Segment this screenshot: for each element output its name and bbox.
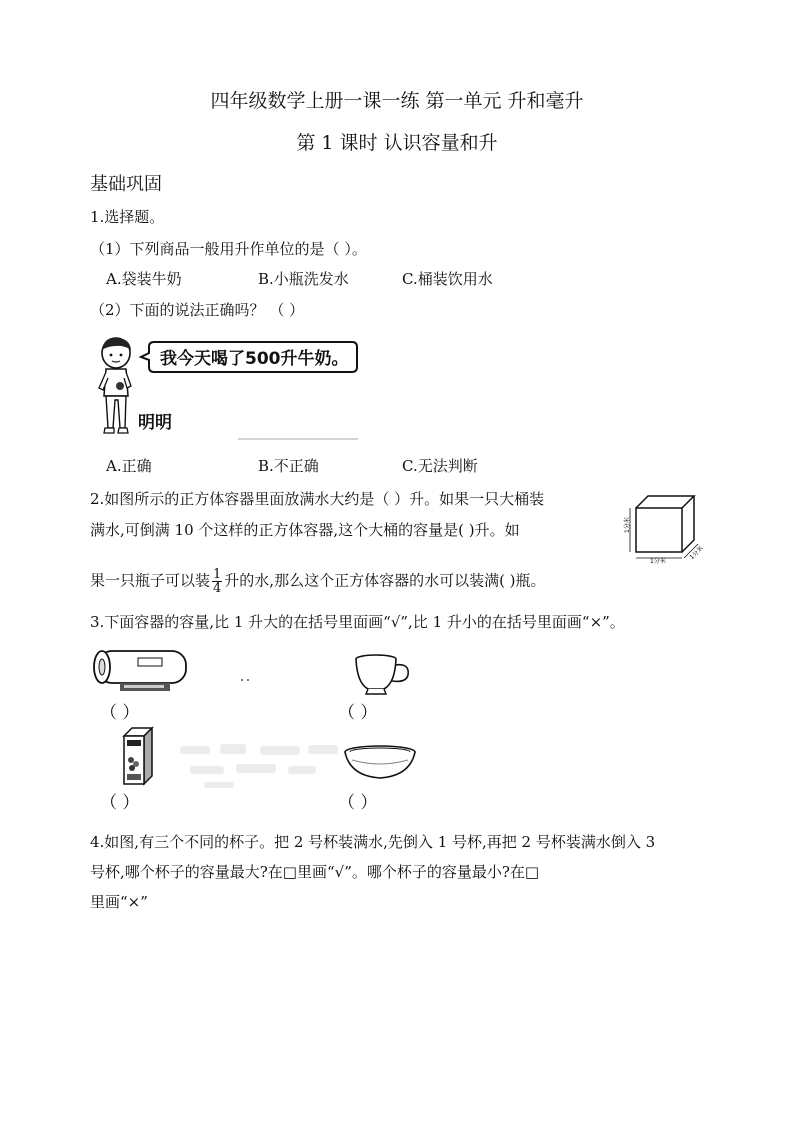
lesson-subtitle: 第 1 课时 认识容量和升 [296,132,498,154]
q3-answer-heater[interactable]: （ ） [100,703,140,723]
divider-line [238,437,358,441]
cube-width-label: 1分米 [650,558,666,565]
character-name: 明明 [138,413,172,433]
q1-part2-option-b: B.不正确 [258,457,319,475]
q4-line1: 4.如图,有三个不同的杯子。把 2 号杯装满水,先倒入 1 号杯,再把 2 号杯装满水倒入 3 [90,833,656,851]
q4-line3: 里画“×” [90,893,148,911]
stray-marks [240,678,254,682]
fraction-one-quarter: $\frac{1}{4}$ [213,567,222,596]
cube-figure [626,492,706,564]
q1-part2-option-a: A.正确 [106,457,152,475]
q3-text: 3.下面容器的容量,比 1 升大的在括号里面画“√”,比 1 升小的在括号里面画“×”。 [90,613,625,631]
q2-line3-start: 果一只瓶子可以装 [90,571,211,590]
q1-part2-option-c: C.无法判断 [402,457,478,475]
q2-line1: 2.如图所示的正方体容器里面放满水大约是（ ）升。如果一只大桶装 [90,490,545,508]
basin-image [342,744,418,784]
faint-smudge [176,742,346,792]
q1-part2-stem: （2）下面的说法正确吗？ （ ） [90,301,305,319]
water-heater-image [90,648,190,694]
section-heading: 基础巩固 [90,174,162,195]
q3-answer-cup[interactable]: （ ） [338,703,378,723]
page-title: 四年级数学上册一课一练 第一单元 升和毫升 [210,90,584,112]
q4-line2: 号杯,哪个杯子的容量最大?在□里画“√”。哪个杯子的容量最小?在□ [90,863,540,881]
q1-part1-option-b: B.小瓶洗发水 [258,270,349,288]
q3-answer-carton[interactable]: （ ） [100,793,140,813]
q2-line3-end: 升的水,那么这个正方体容器的水可以装满( )瓶。 [224,571,546,590]
cube-depth-label: 1分米 [688,544,705,562]
milk-carton-image [118,726,160,786]
boy-illustration [96,336,136,440]
q1-part1-stem: （1）下列商品一般用升作单位的是（ ）。 [90,240,367,258]
q1-part1-option-a: A.袋装牛奶 [106,270,182,288]
cup-image [354,653,414,697]
q3-answer-basin[interactable]: （ ） [338,793,378,813]
q2-line2: 满水,可倒满 10 个这样的正方体容器,这个大桶的容量是( )升。如 [90,521,520,539]
q1-part1-option-c: C.桶装饮用水 [402,270,493,288]
speech-text: 我今天喝了500升牛奶。 [160,349,349,369]
q1-title: 1.选择题。 [90,208,165,226]
cube-height-label: 1分米 [624,517,631,533]
q2-line3 [90,568,546,595]
